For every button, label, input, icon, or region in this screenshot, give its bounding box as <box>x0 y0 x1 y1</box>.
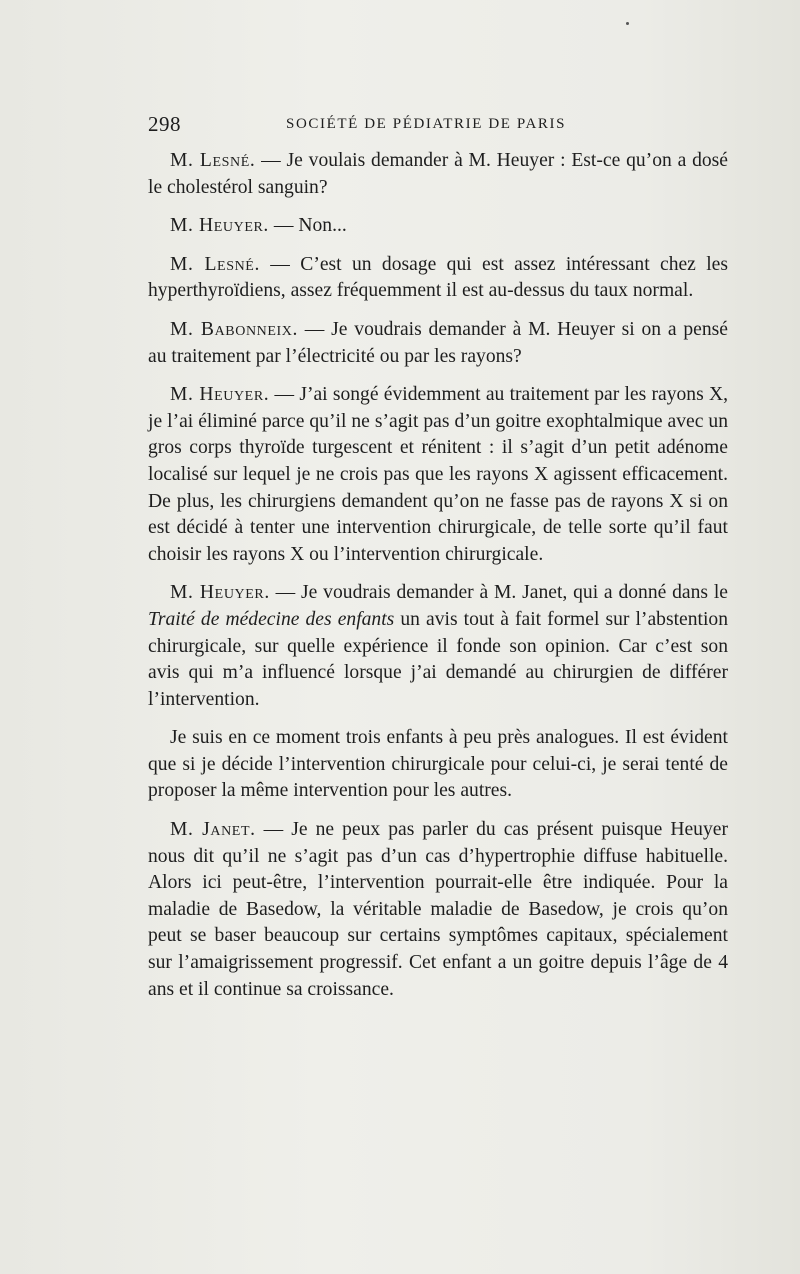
speaker-name: M. Lesné. <box>170 253 260 275</box>
page-header <box>148 112 728 142</box>
speaker-name: M. Janet. <box>170 819 256 841</box>
paragraph-text: Je suis en ce moment trois enfants à peu près analogues. Il est évident que si je décide l’intervention chirurgicale pour celui-ci, je serai tenté de proposer la même intervention pour les autres. <box>148 727 728 802</box>
page-speck <box>626 22 629 25</box>
paragraph-lesne-1 <box>148 148 728 201</box>
running-title: SOCIÉTÉ DE PÉDIATRIE DE PARIS <box>286 116 567 132</box>
paragraph-babonneix <box>148 317 728 370</box>
paragraph-janet <box>148 817 728 1003</box>
paragraph-text: — C’est un dosage qui est assez intéressant chez les hyperthyroïdiens, assez fréquemment il est au-dessus du taux normal. <box>148 253 728 302</box>
book-title: Traité de médecine des enfants <box>148 608 395 630</box>
paragraph-heuyer-3 <box>148 580 728 713</box>
speaker-name: M. Lesné. <box>170 150 256 171</box>
speaker-name: M. Heuyer. <box>170 215 269 237</box>
paragraph-text: — Je voudrais demander à M. Janet, qui a donné dans le <box>269 582 728 604</box>
speaker-name: M. Heuyer. <box>170 384 270 406</box>
speaker-name: M. Babonneix. <box>170 318 298 340</box>
paragraph-text: un avis tout à fait formel sur l’abstention chirurgicale, sur quelle expérience il fonde son opinion. Car c’est son avis qui m’a influencé lorsque j’ai demandé au chirurgien de différer l’intervention. <box>148 608 728 710</box>
page-number: 298 <box>148 112 181 136</box>
paragraph-text: — Je ne peux pas parler du cas présent puisque Heuyer nous dit qu’il ne s’agit pas d’un cas d’hypertrophie diffuse habituelle. Alors ici peut-être, l’intervention pourrait-elle être indiquée. Pour la maladie de Basedow, la véritable maladie de Basedow, je crois qu’on peut se baser beaucoup sur certains symptômes capitaux, spécialement sur l’amaigrissement progressif. Cet enfant a un goitre depuis l’âge de 4 ans et il continue sa croissance. <box>148 819 729 1000</box>
paragraph-heuyer-2 <box>148 382 728 568</box>
paragraph-heuyer-1 <box>148 213 728 240</box>
paragraph-text: — Je voudrais demander à M. Heuyer si on a pensé au traitement par l’électricité ou par les rayons? <box>148 318 728 367</box>
paragraph-text: — Non... <box>268 215 347 237</box>
paragraph-lesne-2 <box>148 252 728 305</box>
paragraph-heuyer-4 <box>148 725 728 805</box>
paragraph-text: — J’ai songé évidemment au traitement par les rayons X, je l’ai éliminé parce qu’il ne s’agit pas d’un goitre exophtalmique avec un gros corps thyroïde turgescent et rénitent : il s’agit d’un petit adénome localisé sur lequel je ne crois pas que les rayons X agissent efficacement. De plus, les chirurgiens demandent qu’on ne fasse pas de rayons X si on est décidé à tenter une intervention chirurgicale, de telle sorte qu’il faut choisir les rayons X ou l’intervention chirurgicale. <box>148 384 728 565</box>
paragraph-text: — Je voulais demander à M. Heuyer : Est-ce qu’on a dosé le cholestérol sanguin? <box>148 150 728 198</box>
page-body <box>148 148 728 1015</box>
speaker-name: M. Heuyer. <box>170 582 270 604</box>
